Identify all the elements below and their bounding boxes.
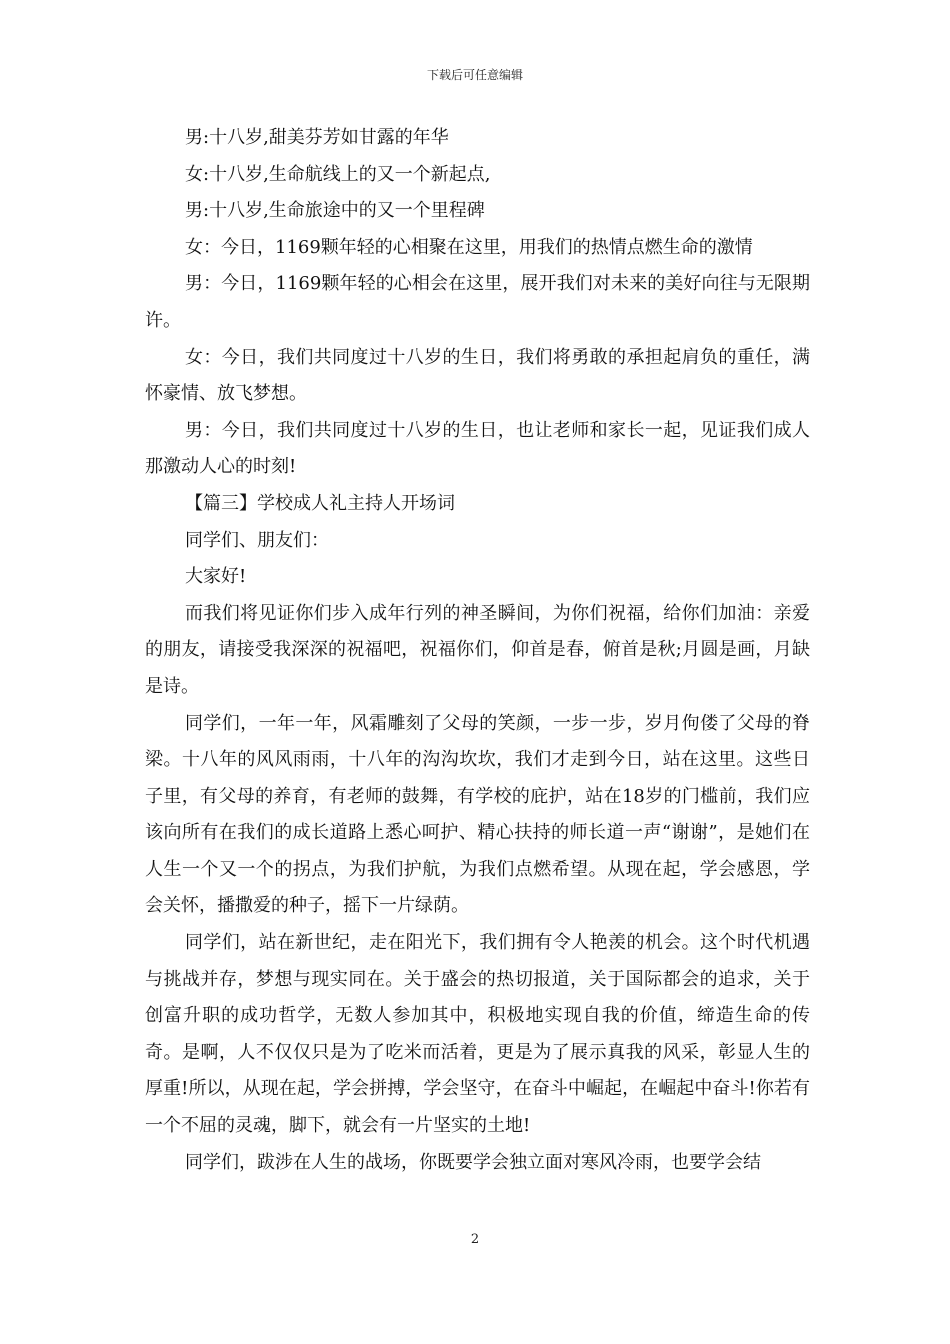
paragraph: 男：今日，1169颗年轻的心相会在这里，展开我们对未来的美好向往与无限期许。 [145, 273, 810, 331]
paragraph: 男：今日，我们共同度过十八岁的生日，也让老师和家长一起，见证我们成人那激动人心的时刻! [145, 419, 810, 478]
paragraph: 女:十八岁,生命航线上的又一个新起点, [185, 163, 491, 185]
salutation: 同学们、朋友们： [185, 529, 329, 551]
greeting: 大家好! [185, 566, 247, 588]
document-body [145, 120, 810, 1181]
page-header: 下载后可任意编辑 [426, 68, 523, 82]
section-heading: 【篇三】学校成人礼主持人开场词 [185, 492, 455, 514]
paragraph: 女：今日，1169颗年轻的心相聚在这里，用我们的热情点燃生命的激情 [185, 236, 753, 258]
paragraph: 同学们，跋涉在人生的战场，你既要学会独立面对寒风冷雨，也要学会结 [185, 1151, 761, 1173]
paragraph: 女：今日，我们共同度过十八岁的生日，我们将勇敢的承担起肩负的重任，满怀豪情、放飞梦想。 [145, 346, 810, 405]
page-number: 2 [470, 1232, 480, 1247]
paragraph: 同学们，站在新世纪，走在阳光下，我们拥有令人艳羡的机会。这个时代机遇与挑战并存，梦想与现实同在。关于盛会的热切报道，关于国际都会的追求，关于创富升职的成功哲学，无数人参加其中，积极地实现自我的价值，缔造生命的传奇。是啊，人不仅仅只是为了吃米而活着，更是为了展示真我的风采，彰显人生的厚重!所以，从现在起，学会拼搏，学会坚守，在奋斗中崛起，在崛起中奋斗!你若有一个不屈的灵魂，脚下，就会有一片坚实的土地! [145, 932, 810, 1137]
paragraph: 男:十八岁,甜美芬芳如甘露的年华 [185, 127, 449, 148]
paragraph: 男:十八岁,生命旅途中的又一个里程碑 [185, 200, 485, 222]
paragraph: 同学们，一年一年，风霜雕刻了父母的笑颜，一步一步，岁月佝偻了父母的脊梁。十八年的风风雨雨，十八年的沟沟坎坎，我们才走到今日，站在这里。这些日子里，有父母的养育，有老师的鼓舞，有学校的庇护，站在18岁的门槛前，我们应该向所有在我们的成长道路上悉心呵护、精心扶持的师长道一声“谢谢”，是她们在人生一个又一个的拐点，为我们护航，为我们点燃希望。从现在起，学会感恩，学会关怀，播撒爱的种子，摇下一片绿荫。 [145, 712, 810, 917]
paragraph: 而我们将见证你们步入成年行列的神圣瞬间，为你们祝福，给你们加油：亲爱的朋友，请接受我深深的祝福吧，祝福你们，仰首是春，俯首是秋;月圆是画，月缺是诗。 [145, 602, 810, 697]
